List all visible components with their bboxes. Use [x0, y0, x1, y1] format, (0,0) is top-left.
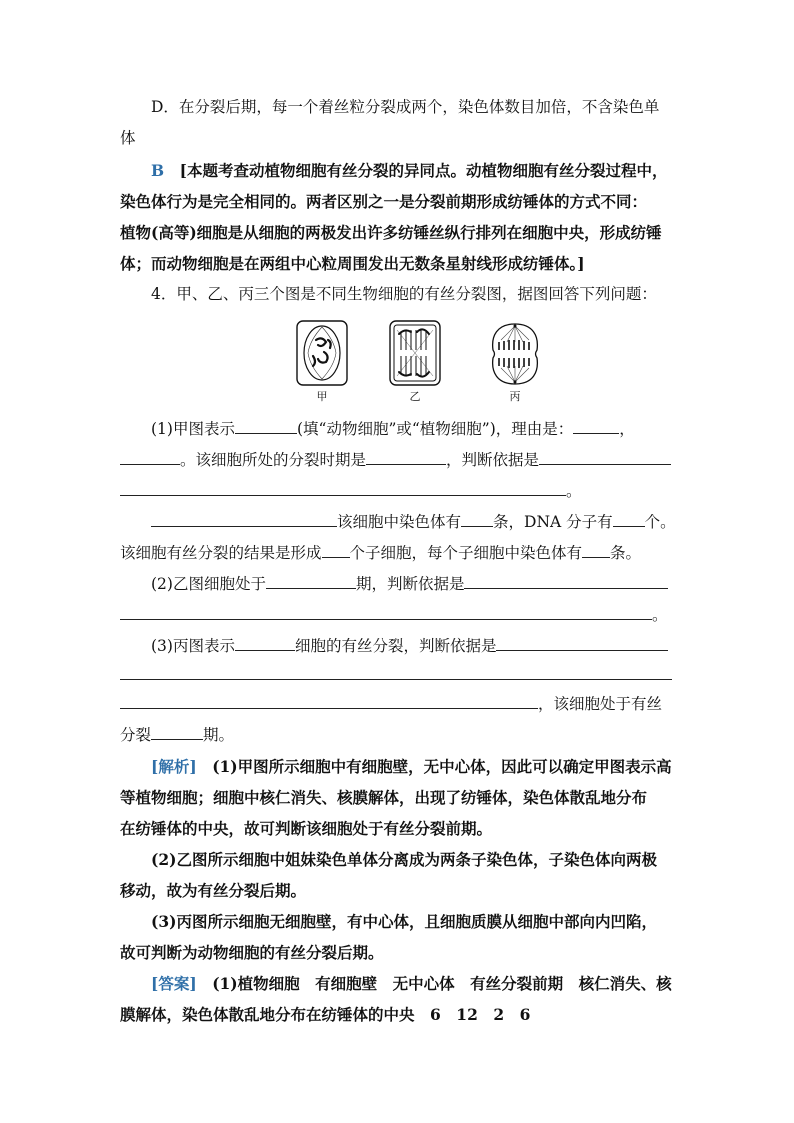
answer-blank[interactable]: [120, 480, 566, 496]
q4-sub1-g: 该细胞中染色体有: [337, 513, 462, 531]
answer-blank[interactable]: [539, 449, 671, 465]
answer-key-line1: [120, 968, 680, 999]
answer-blank[interactable]: [461, 511, 493, 527]
answer-key-line2: 膜解体，染色体散乱地分布在纺锤体的中央 6 12 2 6: [120, 1005, 531, 1024]
answer3-line1: [120, 155, 680, 186]
answer3-line4: 体；而动物细胞是在两组中心粒周围发出无数条星射线形成纺锤体。]: [120, 254, 585, 273]
q4-sub1-h: 条，DNA 分子有: [493, 513, 613, 531]
answer-blank[interactable]: [582, 542, 610, 558]
option-d-line2: 体: [120, 129, 136, 147]
analysis-line5: 移动，故为有丝分裂后期。: [120, 881, 307, 900]
answer-blank[interactable]: [322, 542, 350, 558]
q4-sub1-l: 条。: [610, 544, 642, 562]
q4-sub3-line1: [120, 631, 680, 662]
q4-sub2-b: 期，判断依据是: [355, 575, 465, 593]
cell-figure-yi: [389, 320, 441, 388]
q4-sub3-e: 期。: [203, 726, 235, 744]
q4-sub3-a: (3)丙图表示: [151, 637, 235, 655]
answer-blank[interactable]: [496, 635, 668, 651]
figure-label-jia: 甲: [316, 390, 328, 403]
cell-figure-jia: [296, 320, 348, 388]
analysis-line6: (3)丙图所示细胞无细胞壁，有中心体，且细胞质膜从细胞中部向内凹陷，: [151, 912, 657, 931]
q4-sub1-e: ，判断依据是: [446, 451, 540, 469]
answer-blank[interactable]: [120, 449, 180, 465]
answer-blank[interactable]: [120, 604, 652, 620]
option-d-line1: D．在分裂后期，每一个着丝粒分裂成两个，染色体数目加倍，不含染色单: [151, 98, 660, 116]
analysis-line3: 在纺锤体的中央，故可判断该细胞处于有丝分裂前期。: [120, 819, 493, 838]
answer-key-text1: (1)植物细胞 有细胞壁 无中心体 有丝分裂前期 核仁消失、核: [212, 974, 672, 993]
q4-sub3-b: 细胞的有丝分裂，判断依据是: [294, 637, 497, 655]
answer-blank[interactable]: [235, 418, 297, 434]
q4-sub3-c: ，该细胞处于有丝: [538, 695, 663, 713]
answer-blank[interactable]: [613, 511, 645, 527]
answer-blank[interactable]: [266, 573, 356, 589]
figure-label-yi: 乙: [409, 390, 421, 403]
answer3-letter: B: [151, 161, 165, 180]
answer-blank[interactable]: [151, 724, 203, 740]
analysis-p1-line1: (1)甲图所示细胞中有细胞壁，无中心体，因此可以确定甲图表示高: [212, 757, 672, 776]
q4-sub2-line2: [120, 600, 680, 631]
q4-sub1-d: 。该细胞所处的分裂时期是: [180, 451, 367, 469]
analysis-line2: 等植物细胞；细胞中核仁消失、核膜解体，出现了纺锤体，染色体散乱地分布: [120, 788, 648, 807]
q4-sub1-i: 个。: [644, 513, 676, 531]
q4-sub2-line1: [120, 569, 680, 600]
analysis-tag: [解析]: [151, 757, 197, 776]
analysis-line4: (2)乙图所示细胞中姐妹染色单体分离成为两条子染色体，子染色体向两极: [151, 850, 657, 869]
q4-sub2-c: 。: [652, 606, 668, 624]
q4-sub1-line4: [120, 507, 680, 538]
answer-blank[interactable]: [151, 511, 337, 527]
q4-sub2-a: (2)乙图细胞处于: [151, 575, 266, 593]
q4-sub3-line4: [120, 720, 680, 751]
q4-sub1-f: 。: [566, 482, 582, 500]
answer3-text1: [本题考查动植物细胞有丝分裂的异同点。动植物细胞有丝分裂过程中，: [179, 161, 668, 180]
q4-sub1-line2: [120, 445, 680, 476]
answer-blank[interactable]: [464, 573, 668, 589]
answer3-line2: 染色体行为是完全相同的。两者区别之一是分裂前期形成纺锤体的方式不同：: [120, 192, 648, 211]
q4-sub1-line5: [120, 538, 680, 569]
q4-sub1-c: ，: [619, 420, 635, 438]
answer3-line3: 植物(高等)细胞是从细胞的两极发出许多纺锤丝纵行排列在细胞中央，形成纺锤: [120, 223, 662, 242]
cell-figure-bing: [489, 320, 541, 388]
analysis-line7: 故可判断为动物细胞的有丝分裂后期。: [120, 943, 384, 962]
answer-blank[interactable]: [120, 693, 538, 709]
q4-sub1-j: 该细胞有丝分裂的结果是形成: [120, 544, 322, 562]
figure-label-bing: 丙: [509, 390, 521, 403]
q4-sub3-d: 分裂: [120, 726, 152, 744]
answer-blank[interactable]: [573, 418, 619, 434]
q4-stem: 4．甲、乙、丙三个图是不同生物细胞的有丝分裂图，据图回答下列问题：: [151, 285, 657, 303]
answer-blank-line[interactable]: [120, 679, 672, 680]
answer-blank[interactable]: [366, 449, 446, 465]
answer-blank[interactable]: [235, 635, 295, 651]
q4-sub1-line3: [120, 476, 680, 507]
q4-sub3-line3: [120, 689, 680, 720]
q4-sub1-a: (1)甲图表示: [151, 420, 235, 438]
q4-sub1-k: 个子细胞，每个子细胞中染色体有: [349, 544, 583, 562]
q4-sub1-b: (填“动物细胞”或“植物细胞”)，理由是：: [296, 420, 574, 438]
analysis-line1: [120, 751, 680, 782]
q4-sub1-line1: [120, 414, 680, 445]
answer-key-tag: [答案]: [151, 974, 197, 993]
